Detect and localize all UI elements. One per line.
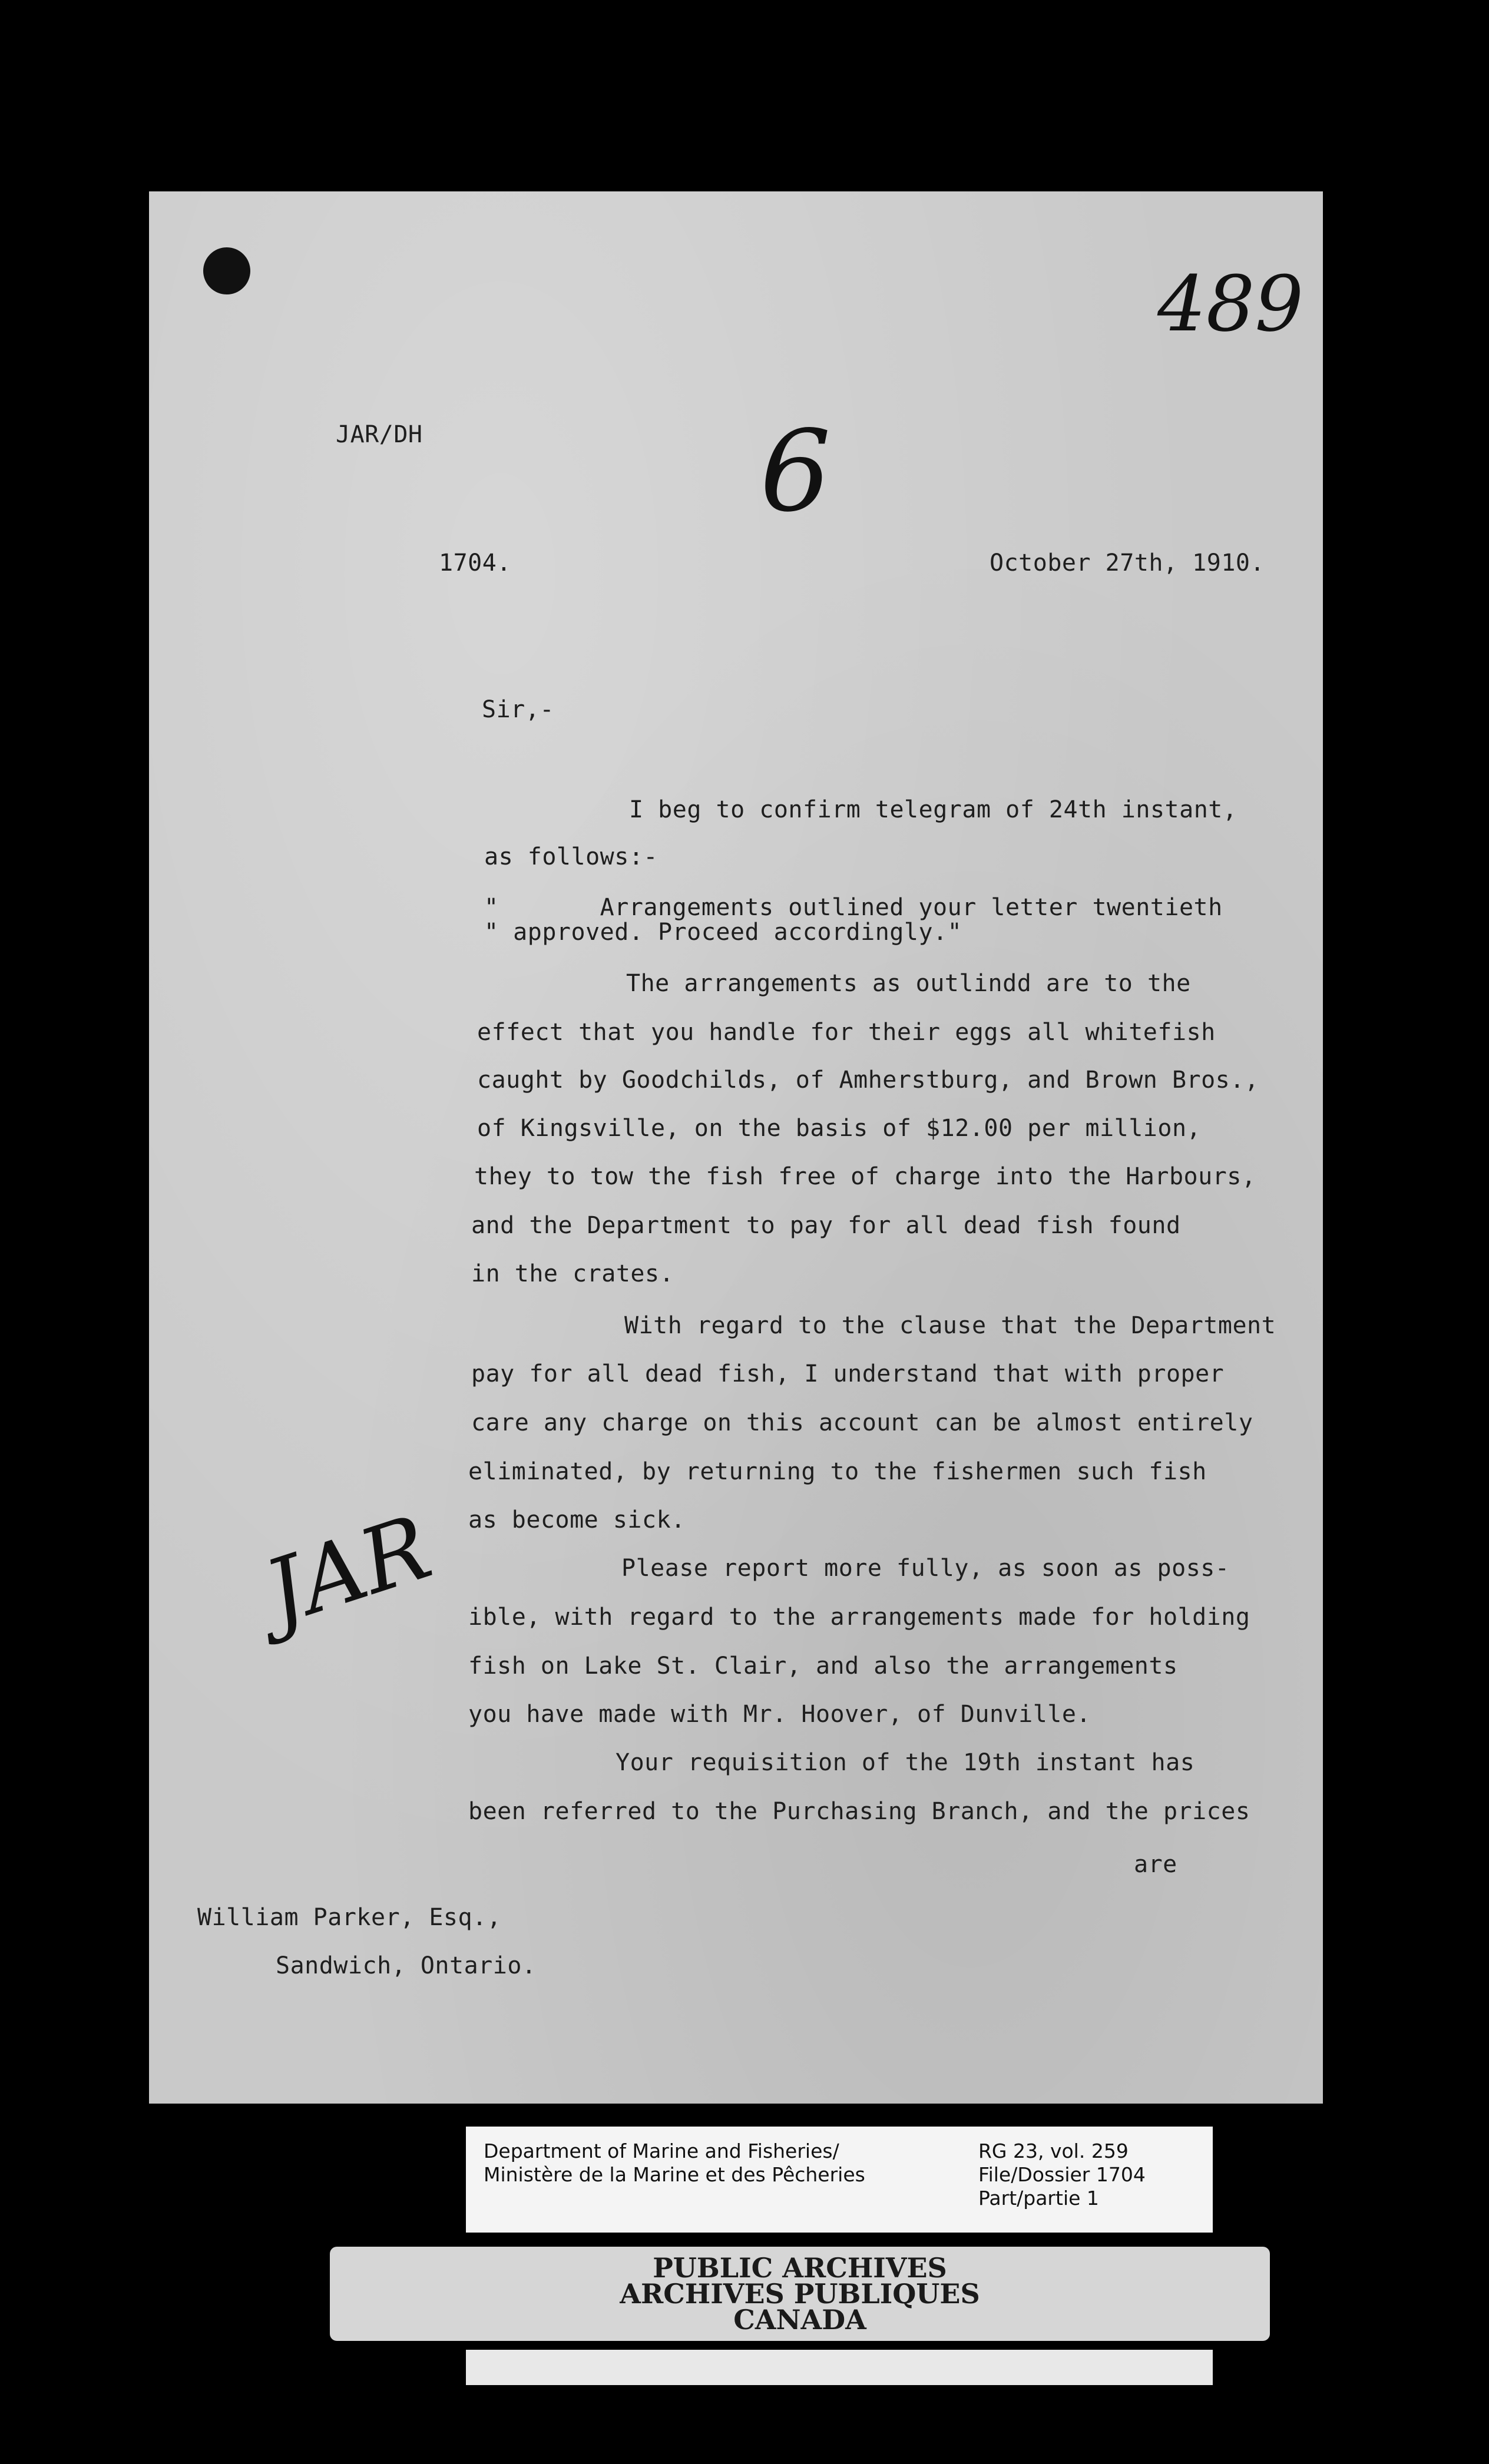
telegram-line: " approved. Proceed accordingly." bbox=[484, 919, 962, 946]
department-fr: Ministère de la Marine et des Pêcheries bbox=[484, 2163, 865, 2186]
archives-stamp-line: CANADA bbox=[733, 2304, 866, 2336]
body-line: effect that you handle for their eggs all whitefish bbox=[477, 1019, 1216, 1046]
part-reference: Part/partie 1 bbox=[978, 2187, 1099, 2210]
body-line: as become sick. bbox=[468, 1506, 686, 1534]
catchword: are bbox=[1134, 1851, 1177, 1878]
body-line: pay for all dead fish, I understand that with proper bbox=[471, 1360, 1225, 1387]
file-number: 1704. bbox=[439, 549, 511, 577]
letter-date: October 27th, 1910. bbox=[990, 549, 1265, 577]
bottom-strip bbox=[466, 2350, 1213, 2385]
salutation: Sir,- bbox=[482, 696, 554, 723]
body-line: ible, with regard to the arrangements made for holding bbox=[468, 1604, 1250, 1631]
archives-stamp-line: PUBLIC ARCHIVES bbox=[653, 2252, 947, 2284]
telegram-line: " Arrangements outlined your letter twentieth bbox=[484, 894, 1223, 921]
archive-label bbox=[466, 2127, 1213, 2233]
body-line: Your requisition of the 19th instant has bbox=[616, 1749, 1195, 1776]
body-line: I beg to confirm telegram of 24th instant, bbox=[629, 796, 1237, 823]
body-line: Please report more fully, as soon as poss- bbox=[621, 1555, 1230, 1582]
body-line: The arrangements as outlindd are to the bbox=[626, 970, 1191, 997]
body-line: fish on Lake St. Clair, and also the arrangements bbox=[468, 1652, 1178, 1680]
archives-stamp-line: ARCHIVES PUBLIQUES bbox=[620, 2278, 980, 2310]
body-line: they to tow the fish free of charge into the Harbours, bbox=[474, 1163, 1256, 1190]
body-line: of Kingsville, on the basis of $12.00 per million, bbox=[477, 1115, 1202, 1142]
body-line: and the Department to pay for all dead fish found bbox=[471, 1212, 1181, 1239]
body-line: been referred to the Purchasing Branch, and the prices bbox=[468, 1798, 1250, 1825]
marginal-mark: 6 bbox=[760, 406, 831, 536]
archives-stamp-bar bbox=[330, 2247, 1270, 2341]
addressee-place: Sandwich, Ontario. bbox=[276, 1952, 537, 1979]
body-line: care any charge on this account can be almost entirely bbox=[471, 1409, 1253, 1436]
body-line: With regard to the clause that the Department bbox=[624, 1312, 1276, 1339]
body-line: as follows:- bbox=[484, 843, 658, 870]
record-group: RG 23, vol. 259 bbox=[978, 2140, 1129, 2162]
body-line: eliminated, by returning to the fishermen such fish bbox=[468, 1458, 1207, 1485]
addressee-name: William Parker, Esq., bbox=[197, 1904, 502, 1931]
file-reference: File/Dossier 1704 bbox=[978, 2163, 1146, 2186]
reference-initials: JAR/DH bbox=[336, 421, 423, 448]
body-line: caught by Goodchilds, of Amherstburg, and Brown Bros., bbox=[477, 1067, 1259, 1094]
handwritten-initials: JAR bbox=[253, 1496, 443, 1645]
body-line: you have made with Mr. Hoover, of Dunville. bbox=[468, 1701, 1091, 1728]
folio-number: 489 bbox=[1157, 259, 1304, 349]
punch-hole bbox=[203, 247, 250, 294]
body-line: in the crates. bbox=[471, 1260, 674, 1287]
department-en: Department of Marine and Fisheries/ bbox=[484, 2140, 839, 2162]
